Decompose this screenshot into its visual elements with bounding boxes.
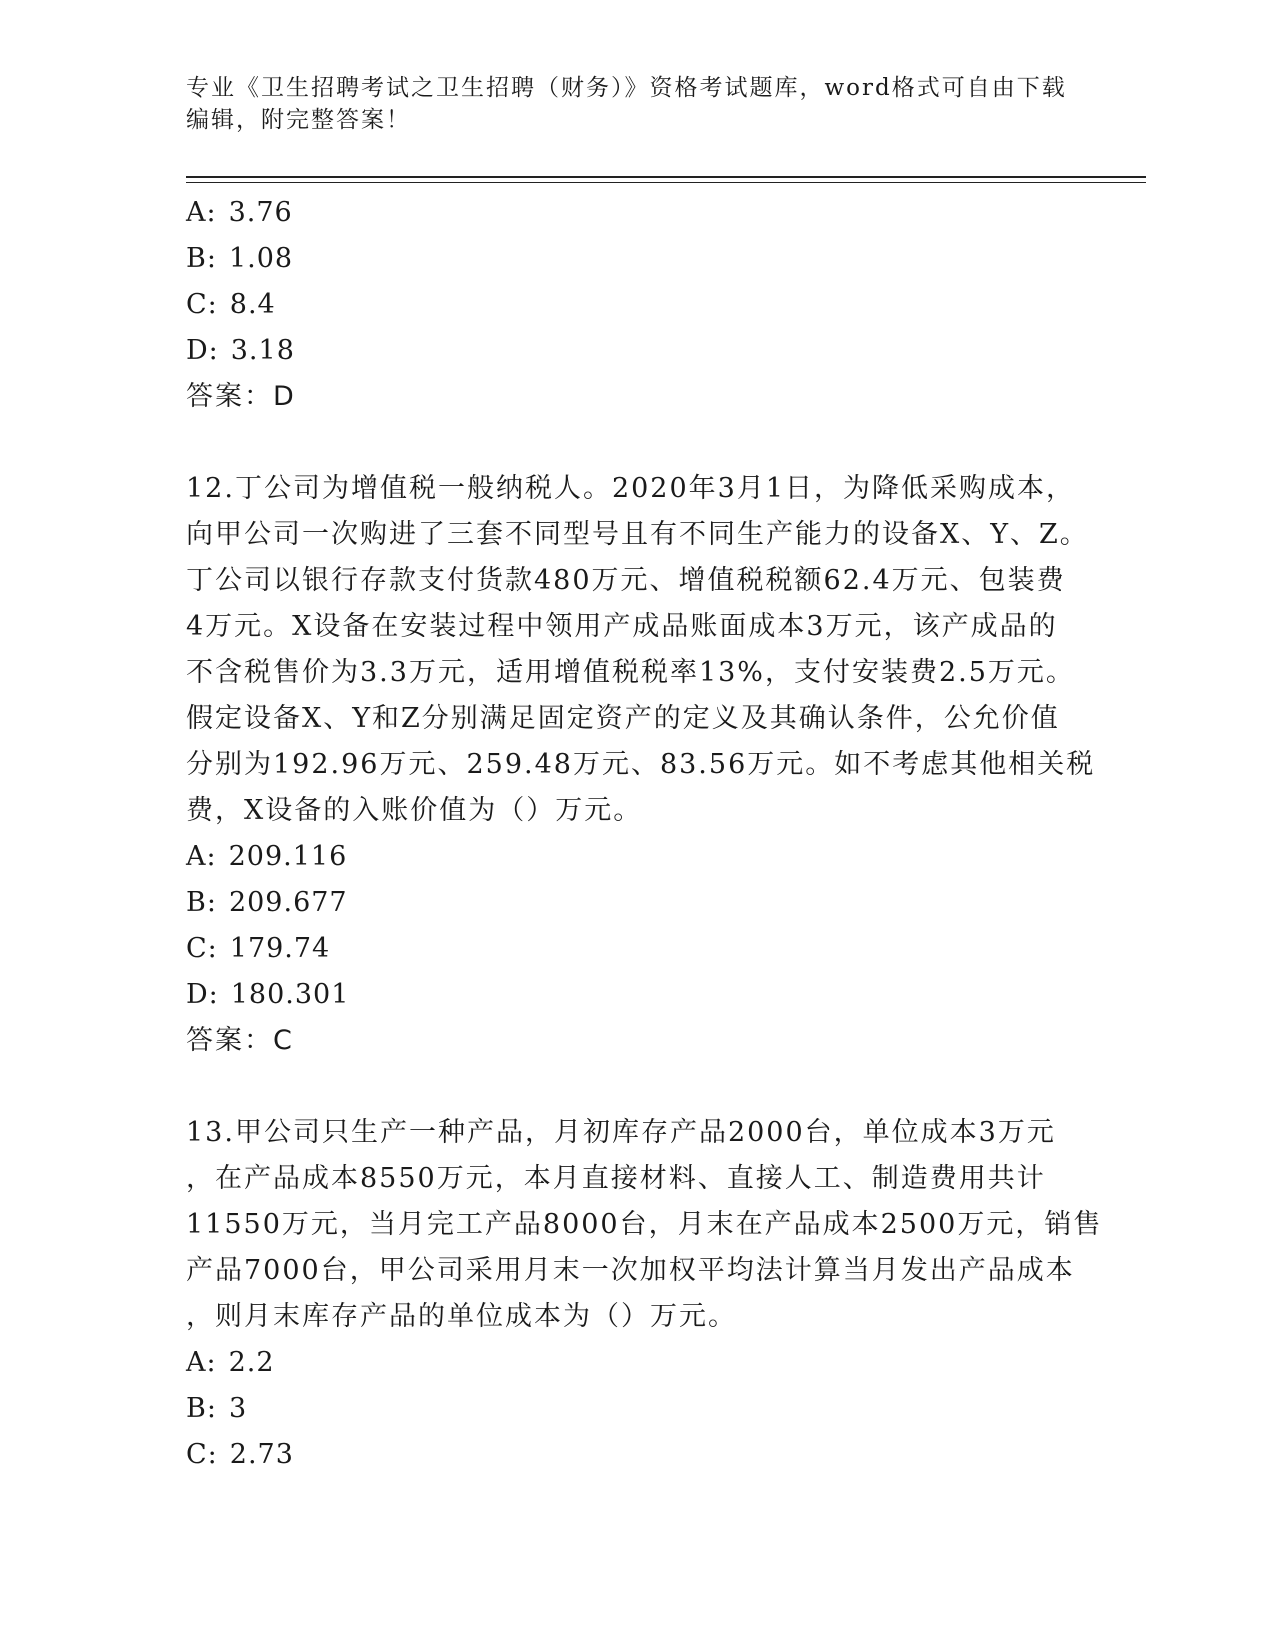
option-key: A:	[186, 197, 217, 228]
option-b	[186, 236, 1086, 282]
stem-line: 13.甲公司只生产一种产品，月初库存产品2000台，单位成本3万元	[186, 1117, 1056, 1148]
option-a	[186, 1340, 1086, 1386]
stem-line: 12.丁公司为增值税一般纳税人。2020年3月1日，为降低采购成本，	[186, 473, 1076, 504]
question-spacer	[186, 1064, 1086, 1110]
stem-line: 费，X设备的入账价值为（）万元。	[186, 795, 643, 826]
stem-line: 分别为192.96万元、259.48万元、83.56万元。如不考虑其他相关税	[186, 749, 1096, 780]
option-key: C:	[186, 1439, 218, 1470]
option-value: 3	[228, 1393, 248, 1424]
stem-line: 不含税售价为3.3万元，适用增值税税率13%，支付安装费2.5万元。	[186, 657, 1075, 688]
option-key: A:	[186, 841, 217, 872]
option-key: C:	[186, 289, 218, 320]
header-line-1: 专业《卫生招聘考试之卫生招聘（财务）》资格考试题库，word格式可自由下载	[186, 75, 1067, 101]
question-stem	[186, 1110, 1103, 1340]
option-d	[186, 328, 1086, 374]
question-13	[186, 1110, 1103, 1478]
option-key: B:	[186, 243, 217, 274]
option-d	[186, 972, 1086, 1018]
option-key: D:	[186, 335, 219, 366]
question-spacer	[186, 420, 1086, 466]
option-b	[186, 880, 1086, 926]
stem-line: 假定设备X、Y和Z分别满足固定资产的定义及其确认条件，公允价值	[186, 703, 1060, 734]
option-value: 179.74	[229, 933, 331, 964]
header-divider-thin	[186, 182, 1146, 183]
stem-line: 11550万元，当月完工产品8000台，月末在产品成本2500万元，销售	[186, 1209, 1103, 1240]
option-a	[186, 834, 1086, 880]
answer-line: 答案：D	[186, 381, 296, 412]
option-value: 2.73	[229, 1439, 294, 1470]
stem-line: 产品7000台，甲公司采用月末一次加权平均法计算当月发出产品成本	[186, 1255, 1075, 1286]
option-value: 209.677	[228, 887, 348, 918]
option-value: 209.116	[228, 841, 348, 872]
stem-line: 向甲公司一次购进了三套不同型号且有不同生产能力的设备X、Y、Z。	[186, 519, 1089, 550]
option-b	[186, 1386, 1086, 1432]
stem-line: ，则月末库存产品的单位成本为（）万元。	[186, 1301, 737, 1332]
option-value: 1.08	[228, 243, 294, 274]
stem-line: ，在产品成本8550万元，本月直接材料、直接人工、制造费用共计	[186, 1163, 1046, 1194]
answer-line: 答案：C	[186, 1025, 294, 1056]
document-header	[186, 72, 1066, 136]
question-content	[186, 190, 1103, 1478]
option-value: 180.301	[230, 979, 350, 1010]
stem-line: 4万元。X设备在安装过程中领用产成品账面成本3万元，该产成品的	[186, 611, 1058, 642]
stem-line: 丁公司以银行存款支付货款480万元、增值税税额62.4万元、包装费	[186, 565, 1066, 596]
option-value: 2.2	[228, 1347, 275, 1378]
option-key: B:	[186, 1393, 217, 1424]
question-11	[186, 190, 1086, 420]
option-value: 3.76	[228, 197, 293, 228]
option-c	[186, 926, 1086, 972]
option-value: 8.4	[229, 289, 276, 320]
option-key: D:	[186, 979, 219, 1010]
option-key: B:	[186, 887, 217, 918]
question-12	[186, 466, 1096, 1064]
header-divider-thick	[186, 176, 1146, 178]
option-c	[186, 1432, 1086, 1478]
question-stem	[186, 466, 1096, 834]
option-key: A:	[186, 1347, 217, 1378]
option-key: C:	[186, 933, 218, 964]
header-line-2: 编辑，附完整答案！	[186, 107, 411, 133]
option-a	[186, 190, 1086, 236]
option-c	[186, 282, 1086, 328]
option-value: 3.18	[230, 335, 295, 366]
